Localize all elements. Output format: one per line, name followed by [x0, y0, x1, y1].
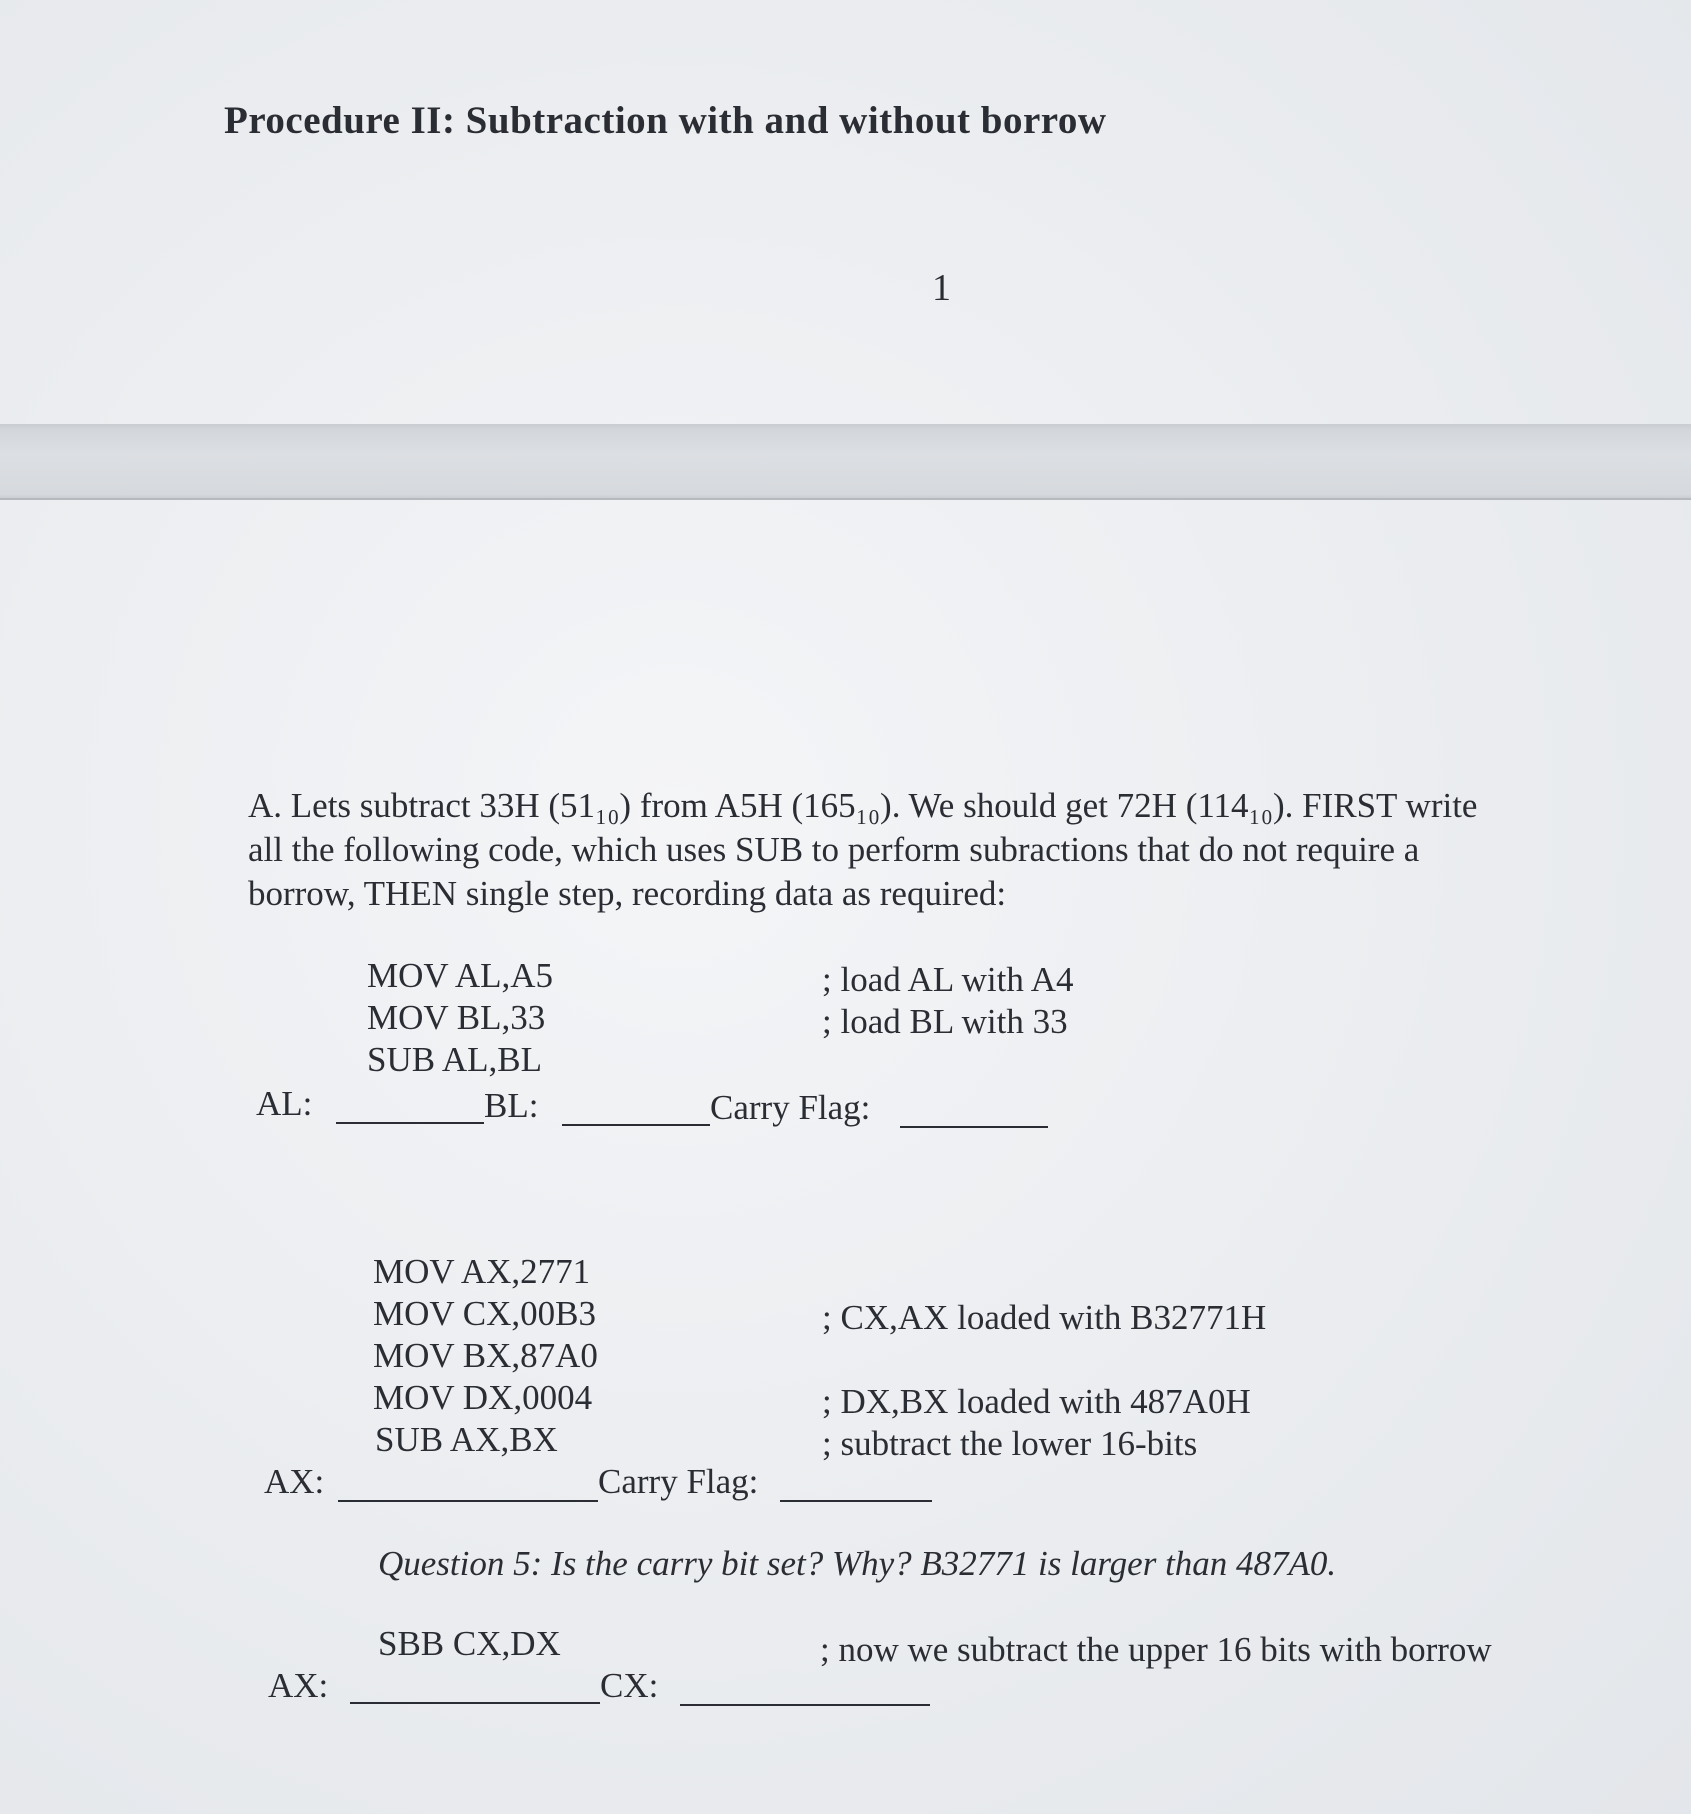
al-answer-blank[interactable] — [336, 1122, 484, 1124]
question-5: Question 5: Is the carry bit set? Why? B32771 is larger than 487A0. — [378, 1544, 1337, 1583]
intro-line: borrow, THEN single step, recording data as required: — [248, 874, 1007, 913]
ax-label: AX: — [264, 1462, 325, 1501]
code-comment: ; DX,BX loaded with 487A0H — [822, 1382, 1251, 1421]
carry-flag-answer-blank[interactable] — [780, 1500, 932, 1502]
ax-label: AX: — [268, 1666, 329, 1705]
code-line: SBB CX,DX — [378, 1624, 561, 1663]
code-line: MOV BX,87A0 — [373, 1336, 598, 1375]
code-line: MOV AL,A5 — [367, 956, 554, 995]
code-comment: ; load AL with A4 — [822, 960, 1074, 999]
bl-answer-blank[interactable] — [562, 1124, 710, 1126]
page-separator — [0, 424, 1691, 500]
code-comment: ; subtract the lower 16-bits — [822, 1424, 1198, 1463]
intro-line: A. Lets subtract 33H (51₁₀) from A5H (165₁₀). We should get 72H (114₁₀). FIRST write — [248, 786, 1478, 825]
page-title: Procedure II: Subtraction with and without borrow — [224, 99, 1107, 142]
code-comment: ; load BL with 33 — [822, 1002, 1068, 1041]
code-line: MOV DX,0004 — [373, 1378, 593, 1417]
carry-flag-label: Carry Flag: — [710, 1088, 871, 1127]
bl-label: BL: — [484, 1086, 539, 1125]
code-line: MOV BL,33 — [367, 998, 546, 1037]
ax-answer-blank[interactable] — [338, 1500, 598, 1502]
cx-answer-blank[interactable] — [680, 1704, 930, 1706]
carry-flag-answer-blank[interactable] — [900, 1126, 1048, 1128]
code-comment: ; now we subtract the upper 16 bits with borrow — [820, 1630, 1492, 1669]
code-comment: ; CX,AX loaded with B32771H — [822, 1298, 1267, 1337]
al-label: AL: — [256, 1084, 313, 1123]
cx-label: CX: — [600, 1666, 659, 1705]
ax-answer-blank[interactable] — [350, 1702, 600, 1704]
part-a-intro — [248, 784, 1638, 916]
code-line: SUB AL,BL — [367, 1040, 543, 1079]
intro-line: all the following code, which uses SUB to perform subractions that do not require a — [248, 830, 1420, 869]
page-number: 1 — [932, 267, 951, 309]
code-line: MOV AX,2771 — [373, 1252, 591, 1291]
code-line: MOV CX,00B3 — [373, 1294, 597, 1333]
carry-flag-label: Carry Flag: — [598, 1462, 759, 1501]
page-separator-line — [0, 498, 1691, 500]
code-line: SUB AX,BX — [375, 1420, 558, 1459]
